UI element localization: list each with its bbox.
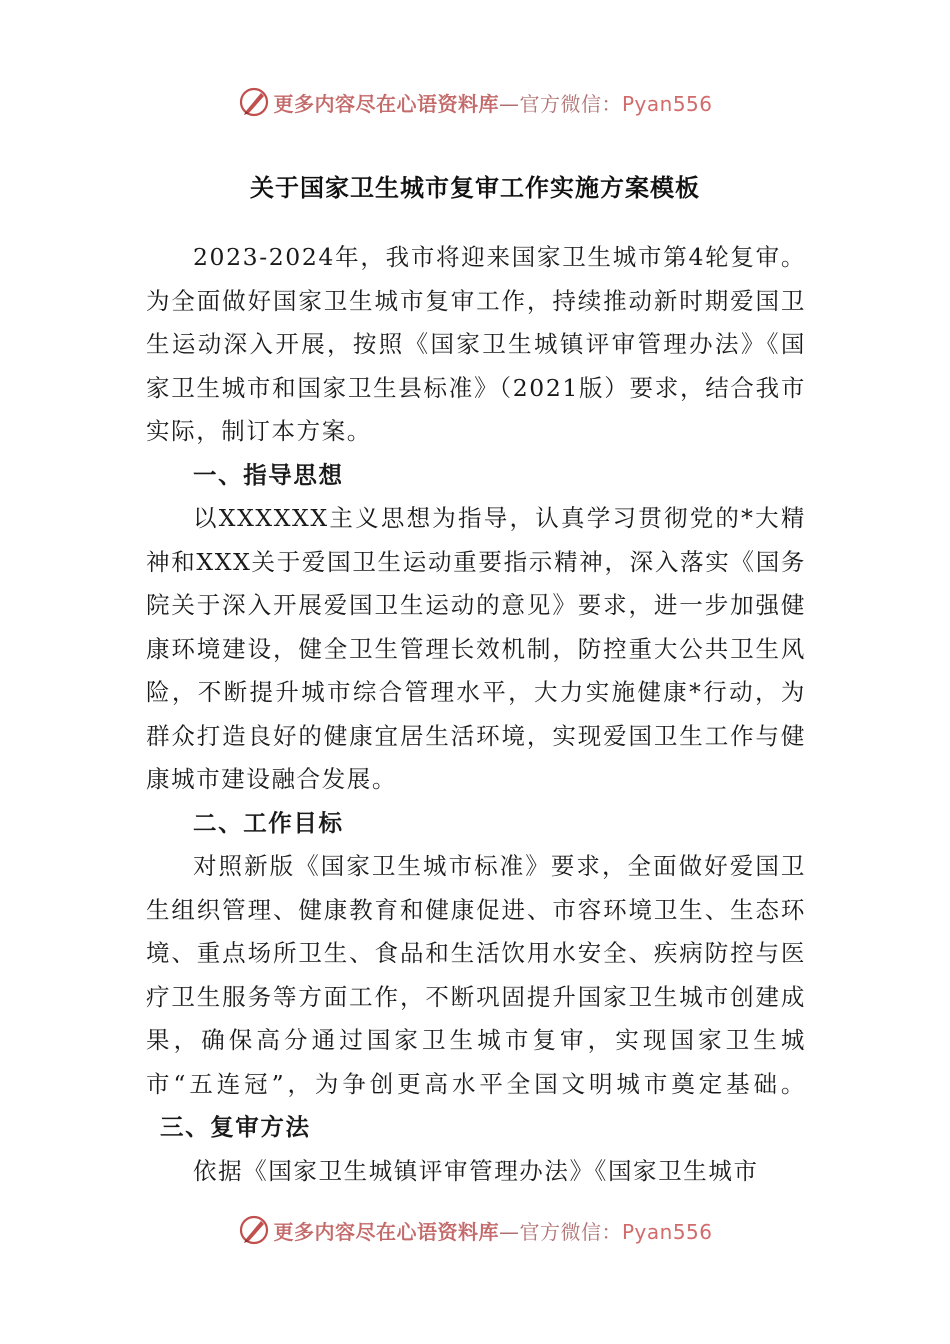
watermark-wechat-id: Pyan556 — [621, 91, 713, 116]
watermark-separator: — — [498, 91, 520, 116]
watermark-library-text: 更多内容尽在心语资料库 — [273, 91, 499, 116]
watermark-wechat-id: Pyan556 — [621, 1219, 713, 1244]
document-body — [146, 236, 806, 1193]
section-heading-work-goals: 二、工作目标 — [193, 808, 344, 837]
work-goals-text: 对照新版《国家卫生城市标准》要求，全面做好爱国卫生组织管理、健康教育和健康促进、市容环境卫生、生态环境、重点场所卫生、食品和生活饮用水安全、疾病防控与医疗卫生服务等方面工作，不断巩固提升国家卫生城市创建成果，确保高分通过国家卫生城市复审，实现国家卫生城市“五连冠”，为争创更高水平全国文明城市奠定基础。 — [146, 852, 806, 1098]
section-heading-guiding-ideology: 一、指导思想 — [193, 460, 344, 489]
pen-logo-icon — [237, 85, 271, 119]
watermark-library-text: 更多内容尽在心语资料库 — [273, 1219, 499, 1244]
document-title: 关于国家卫生城市复审工作实施方案模板 — [250, 174, 700, 202]
watermark-separator: — — [498, 1219, 520, 1244]
footer-watermark — [0, 1210, 950, 1250]
section-heading-review-method: 三、复审方法 — [160, 1113, 311, 1141]
watermark-wechat-label: 官方微信： — [519, 1219, 622, 1244]
pen-logo-icon — [237, 1213, 271, 1247]
section-paragraph-work-goals — [146, 845, 806, 1150]
intro-paragraph: 2023-2024年，我市将迎来国家卫生城市第4轮复审。为全面做好国家卫生城市复审工作，持续推动新时期爱国卫生运动深入开展，按照《国家卫生城镇评审管理办法》《国家卫生城市和国家卫生县标准》（2021版）要求，结合我市实际，制订本方案。 — [146, 243, 806, 445]
header-watermark — [0, 82, 950, 122]
section-paragraph-review-method: 依据《国家卫生城镇评审管理办法》《国家卫生城市 — [193, 1156, 759, 1185]
watermark-wechat-label: 官方微信： — [519, 91, 622, 116]
section-paragraph-guiding-ideology: 以XXXXXX主义思想为指导，认真学习贯彻党的*大精神和XXX关于爱国卫生运动重要指示精神，深入落实《国务院关于深入开展爱国卫生运动的意见》要求，进一步加强健康环境建设，健全卫生管理长效机制，防控重大公共卫生风险，不断提升城市综合管理水平，大力实施健康*行动，为群众打造良好的健康宜居生活环境，实现爱国卫生工作与健康城市建设融合发展。 — [146, 504, 806, 793]
